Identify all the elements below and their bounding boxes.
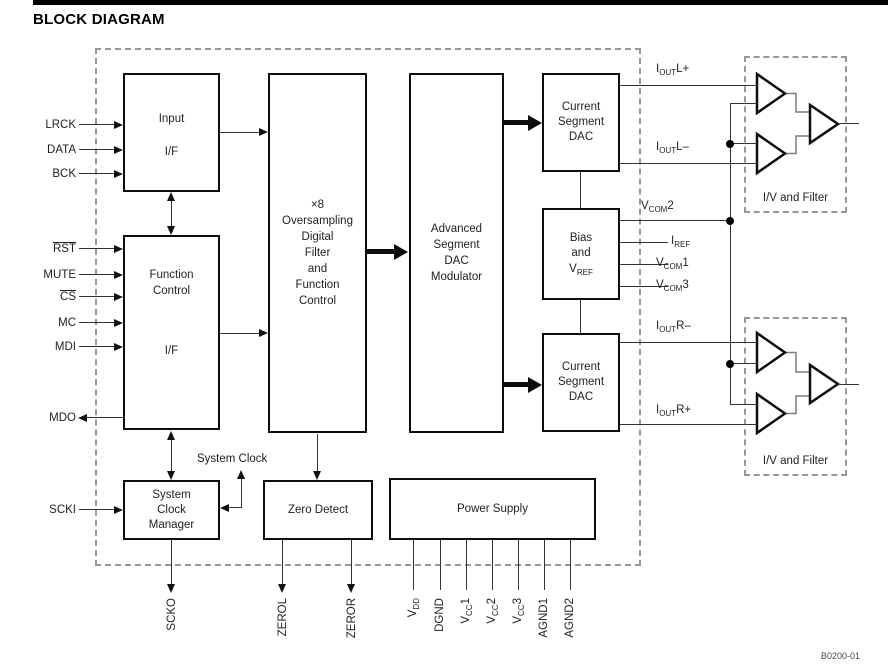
arrow-left-icon [220, 504, 229, 512]
filter-to-zerodetect-line [317, 434, 318, 472]
ioutrp-line [620, 424, 757, 425]
block-bias-vref-line1: Bias [569, 231, 593, 244]
agnd1-line [544, 540, 545, 590]
arrow-up-icon [237, 470, 245, 479]
inputif-fc-line [171, 199, 172, 229]
pin-ioutrp-label: $I_{OUT}R+$ [656, 404, 692, 418]
pin-lrck-label: LRCK [45, 119, 76, 131]
ioutlm-line [620, 163, 757, 164]
bus-arrow-right-icon [394, 244, 408, 260]
page-top-rule [33, 0, 888, 5]
pin-cs-label: $\overline{CS}$ [60, 291, 76, 303]
block-digital-filter-line7: Control [298, 295, 337, 307]
bus-arrow-right-icon [528, 377, 542, 393]
vcc3-line [518, 540, 519, 590]
pin-rst-line [79, 248, 116, 249]
pin-lrck-line [79, 124, 116, 125]
block-function-control-line1: Function [149, 269, 194, 281]
opamp-icon [810, 105, 838, 143]
block-current-dac-right-line2: Segment [557, 376, 605, 388]
block-power-supply [389, 478, 596, 540]
junction-dot [726, 217, 734, 225]
arrow-right-icon [114, 170, 123, 178]
vcc1-line [466, 540, 467, 590]
pin-mdi-line [79, 346, 116, 347]
arrow-right-icon [259, 128, 268, 136]
block-system-clock-manager-line2: Clock [157, 503, 186, 516]
block-current-dac-left-line3: DAC [568, 131, 594, 143]
pin-mc-line [79, 322, 116, 323]
dacl-bias-line [580, 172, 581, 208]
pin-ioutlp-label: $I_{OUT}L+$ [656, 63, 690, 77]
arrow-right-icon [114, 146, 123, 154]
pin-bck-label: BCK [52, 168, 76, 180]
ioutlp-line [620, 85, 757, 86]
block-current-dac-right-line3: DAC [568, 391, 594, 403]
ioutrm-line [620, 342, 757, 343]
iv-filter-right-label: I/V and Filter [762, 455, 829, 467]
block-digital-filter [268, 73, 367, 433]
junction-dot [726, 360, 734, 368]
zeror-line [351, 540, 352, 586]
block-dac-modulator-line1: Advanced [430, 223, 483, 235]
block-digital-filter-line6: Function [295, 279, 340, 291]
pin-zeror-label: ZEROR [346, 598, 358, 639]
block-digital-filter-line1: ×8 [310, 199, 325, 211]
block-input-if [123, 73, 220, 192]
block-bias-vref [542, 208, 620, 300]
arrow-right-icon [259, 329, 268, 337]
pin-vcc2-label: $V_{CC}2$ [486, 598, 500, 624]
pin-iref-label: $I_{REF}$ [671, 235, 691, 249]
arrow-right-icon [114, 319, 123, 327]
dgnd-line [440, 540, 441, 590]
arrow-down-icon [167, 471, 175, 480]
opamp-icon [810, 365, 838, 403]
block-dac-modulator [409, 73, 504, 433]
pin-mdo-label: MDO [49, 412, 76, 424]
block-system-clock-manager-line1: System [152, 488, 191, 501]
bias-dacr-line [580, 300, 581, 333]
iv-filter-left-box [744, 56, 847, 213]
vdd-line [413, 540, 414, 590]
iv-right-output-line [838, 384, 859, 385]
pin-dgnd-label: DGND [434, 598, 446, 632]
block-function-control-line2: Control [152, 285, 191, 297]
pin-vcc1-label: $V_{CC}1$ [460, 598, 474, 624]
block-bias-vref-line2: and [571, 247, 591, 260]
opamp-group-left [744, 56, 847, 213]
agnd2-line [570, 540, 571, 590]
iv-filter-left-label: I/V and Filter [762, 192, 829, 204]
block-current-dac-left-line1: Current [561, 101, 601, 113]
arrow-down-icon [167, 226, 175, 235]
vcom-stub-r1 [730, 363, 757, 364]
pin-vdd-label: $V_{DD}$ [407, 598, 421, 618]
arrow-up-icon [167, 192, 175, 201]
pin-rst-label: $\overline{RST}$ [53, 243, 76, 255]
arrow-right-icon [114, 506, 123, 514]
bus-arrow-right-icon [528, 115, 542, 131]
opamp-icon [757, 394, 785, 433]
pin-mdi-label: MDI [54, 341, 76, 353]
pin-scko-label: SCKO [166, 598, 178, 631]
scko-line [171, 540, 172, 586]
arrow-right-icon [114, 343, 123, 351]
iref-line [620, 242, 668, 243]
page-title: BLOCK DIAGRAM [33, 11, 165, 28]
block-current-dac-left-line2: Segment [557, 116, 605, 128]
pin-vcom2-label: $V_{COM}2$ [641, 200, 674, 214]
iv-filter-right-box [744, 317, 847, 476]
iv-left-output-line [838, 123, 859, 124]
arrow-right-icon [114, 271, 123, 279]
block-input-if-line1: Input [158, 113, 185, 125]
pin-mdo-line [86, 417, 123, 418]
vcc2-line [492, 540, 493, 590]
system-clock-hline [227, 507, 242, 508]
fc-scm-line [171, 438, 172, 472]
block-input-if-line2: I/F [164, 146, 179, 158]
block-current-dac-right [542, 333, 620, 432]
filter-to-modulator-bus [367, 249, 395, 254]
arrow-right-icon [114, 121, 123, 129]
pin-vcom3-label: $V_{COM}3$ [656, 279, 689, 293]
pin-scki-line [79, 509, 116, 510]
pin-mute-line [79, 274, 116, 275]
pin-agnd2-label: AGND2 [564, 598, 576, 638]
inputif-to-filter-line [220, 132, 261, 133]
block-function-control-line3: I/F [164, 345, 179, 357]
pin-vcom1-label: $V_{COM}1$ [656, 257, 689, 271]
opamp-icon [757, 333, 785, 372]
junction-dot [726, 140, 734, 148]
system-clock-label: System Clock [197, 453, 268, 465]
block-digital-filter-line2: Oversampling [282, 215, 353, 227]
arrow-up-icon [167, 431, 175, 440]
block-zero-detect-label: Zero Detect [287, 504, 349, 516]
block-bias-vref-line3: $V_{REF}$ [569, 262, 593, 277]
arrow-down-icon [313, 471, 321, 480]
opamp-icon [757, 74, 785, 113]
block-zero-detect [263, 480, 373, 540]
opamp-connector-lines [785, 94, 810, 154]
pin-agnd1-label: AGND1 [538, 598, 550, 638]
pin-bck-line [79, 173, 116, 174]
pin-scki-label: SCKI [49, 504, 76, 516]
pin-mc-label: MC [58, 317, 76, 329]
opamp-icon [757, 134, 785, 173]
pin-ioutlm-label: $I_{OUT}L-$ [656, 141, 689, 155]
pin-mute-label: MUTE [43, 269, 76, 281]
pin-data-label: DATA [47, 144, 76, 156]
block-dac-modulator-line3: DAC [444, 255, 469, 267]
arrow-down-icon [167, 584, 175, 593]
modulator-to-dacl-bus [504, 120, 529, 125]
pin-ioutrm-label: $I_{OUT}R-$ [656, 320, 691, 334]
zerol-line [282, 540, 283, 586]
vcom-stub-l2 [730, 143, 757, 144]
pin-data-line [79, 149, 116, 150]
arrow-left-icon [78, 414, 87, 422]
arrow-down-icon [278, 584, 286, 593]
figure-code: B0200-01 [820, 651, 860, 661]
block-digital-filter-line4: Filter [304, 247, 331, 259]
arrow-right-icon [114, 293, 123, 301]
block-dac-modulator-line4: Modulator [430, 271, 483, 283]
system-clock-vline [241, 477, 242, 508]
fc-to-filter-line [220, 333, 261, 334]
block-system-clock-manager-line3: Manager [148, 518, 195, 531]
block-power-supply-label: Power Supply [457, 503, 528, 515]
block-system-clock-manager [123, 480, 220, 540]
opamp-group-right [744, 317, 847, 476]
block-current-dac-left [542, 73, 620, 172]
arrow-right-icon [114, 245, 123, 253]
block-current-dac-right-line1: Current [561, 361, 601, 373]
pin-vcc3-label: $V_{CC}3$ [512, 598, 526, 624]
pin-zerol-label: ZEROL [277, 598, 289, 637]
block-function-control [123, 235, 220, 430]
arrow-down-icon [347, 584, 355, 593]
modulator-to-dacr-bus [504, 382, 529, 387]
block-digital-filter-line5: and [307, 263, 328, 275]
vcom2-line [620, 220, 731, 221]
block-digital-filter-line3: Digital [301, 231, 334, 243]
vcom-stub-r2 [730, 404, 757, 405]
vcom-stub-l1 [730, 103, 757, 104]
block-dac-modulator-line2: Segment [433, 239, 480, 251]
pin-cs-line [79, 296, 116, 297]
opamp-connector-lines [785, 353, 810, 414]
